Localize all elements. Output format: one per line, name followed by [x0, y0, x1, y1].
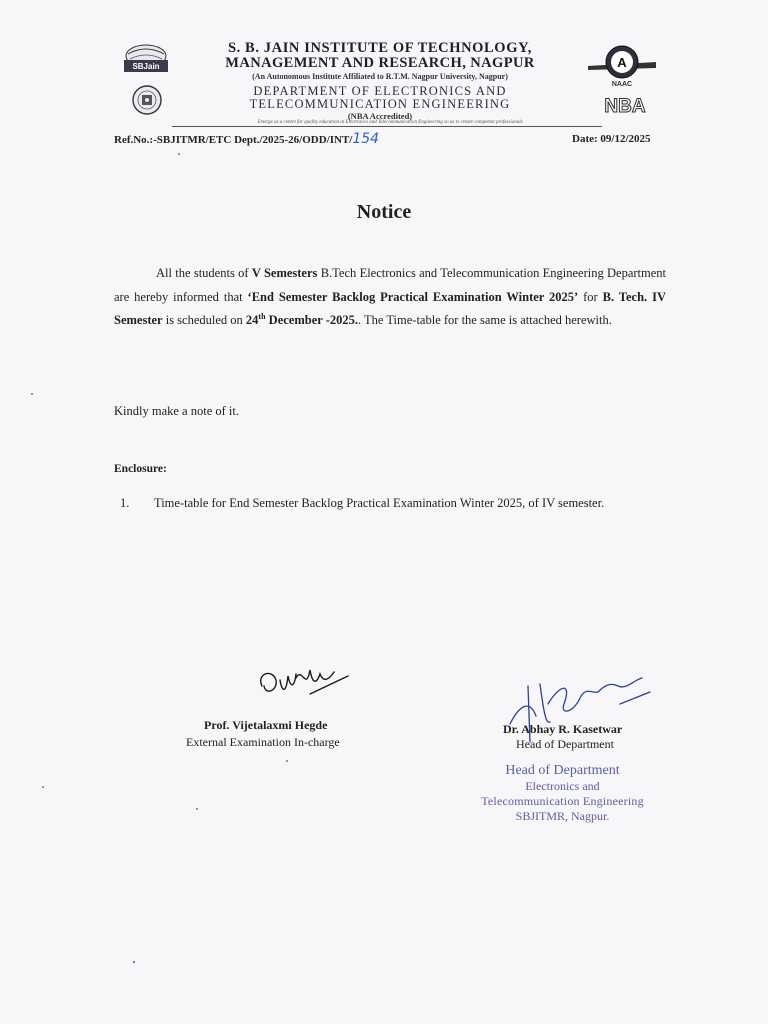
stamp-line-3: Telecommunication Engineering [481, 794, 644, 808]
stamp-line-2: Electronics and [525, 779, 600, 793]
letterhead-divider [172, 126, 602, 127]
kindly-note: Kindly make a note of it. [114, 404, 239, 418]
naac-label: NAAC [611, 81, 633, 88]
nba-logo [596, 92, 654, 120]
body-text-3: for [578, 289, 603, 304]
department-emblem [122, 84, 172, 116]
body-text-5: . The Time-table for the same is attached herewith. [358, 313, 612, 327]
sbjain-logo [120, 42, 172, 78]
reference-handwritten-number: 154 [352, 131, 380, 147]
left-signatory-name: Prof. Vijetalaxmi Hegde [204, 718, 328, 732]
left-signature [250, 656, 360, 706]
department-name-line2: TELECOMMUNICATION ENGINEERING [249, 97, 511, 111]
body-text-4: is scheduled on [162, 313, 246, 327]
scan-speck [178, 153, 180, 155]
right-signatory-role: Head of Department [516, 737, 614, 751]
department-motto: Emerge as a centre for quality education in Electronics and Telecommunication Engineering so as to create competent professionals [257, 120, 523, 125]
sbjain-logo-text: SBJain [132, 62, 160, 71]
enclosure-item-text: Time-table for End Semester Backlog Practical Examination Winter 2025, of IV semester. [154, 496, 605, 510]
department-name-line1: DEPARTMENT OF ELECTRONICS AND [253, 84, 507, 98]
scan-speck [133, 961, 135, 963]
exam-day: 24 [245, 313, 259, 327]
scan-speck [31, 393, 33, 395]
body-course: B. Tech. IV Semester [114, 289, 666, 327]
enclosure-item-number: 1. [120, 496, 130, 510]
body-text-1: All the students of [156, 266, 252, 280]
scan-speck [196, 808, 198, 810]
stamp-line-1: Head of Department [505, 763, 620, 778]
notice-body [114, 262, 666, 333]
body-exam-date [246, 313, 358, 327]
notice-date: Date: 09/12/2025 [572, 133, 651, 145]
body-text-2: B.Tech Electronics and Telecommunication Engineering Department are hereby informed that [114, 266, 667, 304]
hod-stamp [455, 762, 670, 824]
reference-prefix: Ref.No.:-SBJITMR/ETC Dept./2025-26/ODD/INT/ [114, 134, 353, 146]
institute-name-line2: MANAGEMENT AND RESEARCH, NAGPUR [225, 55, 535, 71]
reference-number [114, 131, 379, 147]
institute-name-line1: S. B. JAIN INSTITUTE OF TECHNOLOGY, [227, 40, 533, 56]
body-exam-name: ‘End Semester Backlog Practical Examination Winter 2025’ [247, 289, 579, 304]
right-signatory-name: Dr. Abhay R. Kasetwar [503, 722, 623, 736]
exam-month-year: December -2025. [265, 313, 358, 327]
naac-grade: A [617, 55, 627, 70]
naac-logo [586, 42, 658, 88]
accreditation-note: (NBA Accredited) [347, 111, 413, 121]
exam-day-suffix: th [258, 311, 266, 321]
scan-speck [42, 786, 44, 788]
nba-label: NBA [604, 96, 646, 117]
page-title: Notice [356, 201, 412, 223]
body-semester: V Semesters [251, 266, 318, 280]
institute-affiliation: (An Autonomous Institute Affiliated to R.T.M. Nagpur University, Nagpur) [252, 72, 508, 81]
left-signatory-role: External Examination In-charge [186, 735, 340, 749]
scan-speck [286, 760, 288, 762]
enclosure-heading: Enclosure: [114, 463, 167, 475]
stamp-line-4: SBJITMR, Nagpur. [515, 809, 610, 823]
